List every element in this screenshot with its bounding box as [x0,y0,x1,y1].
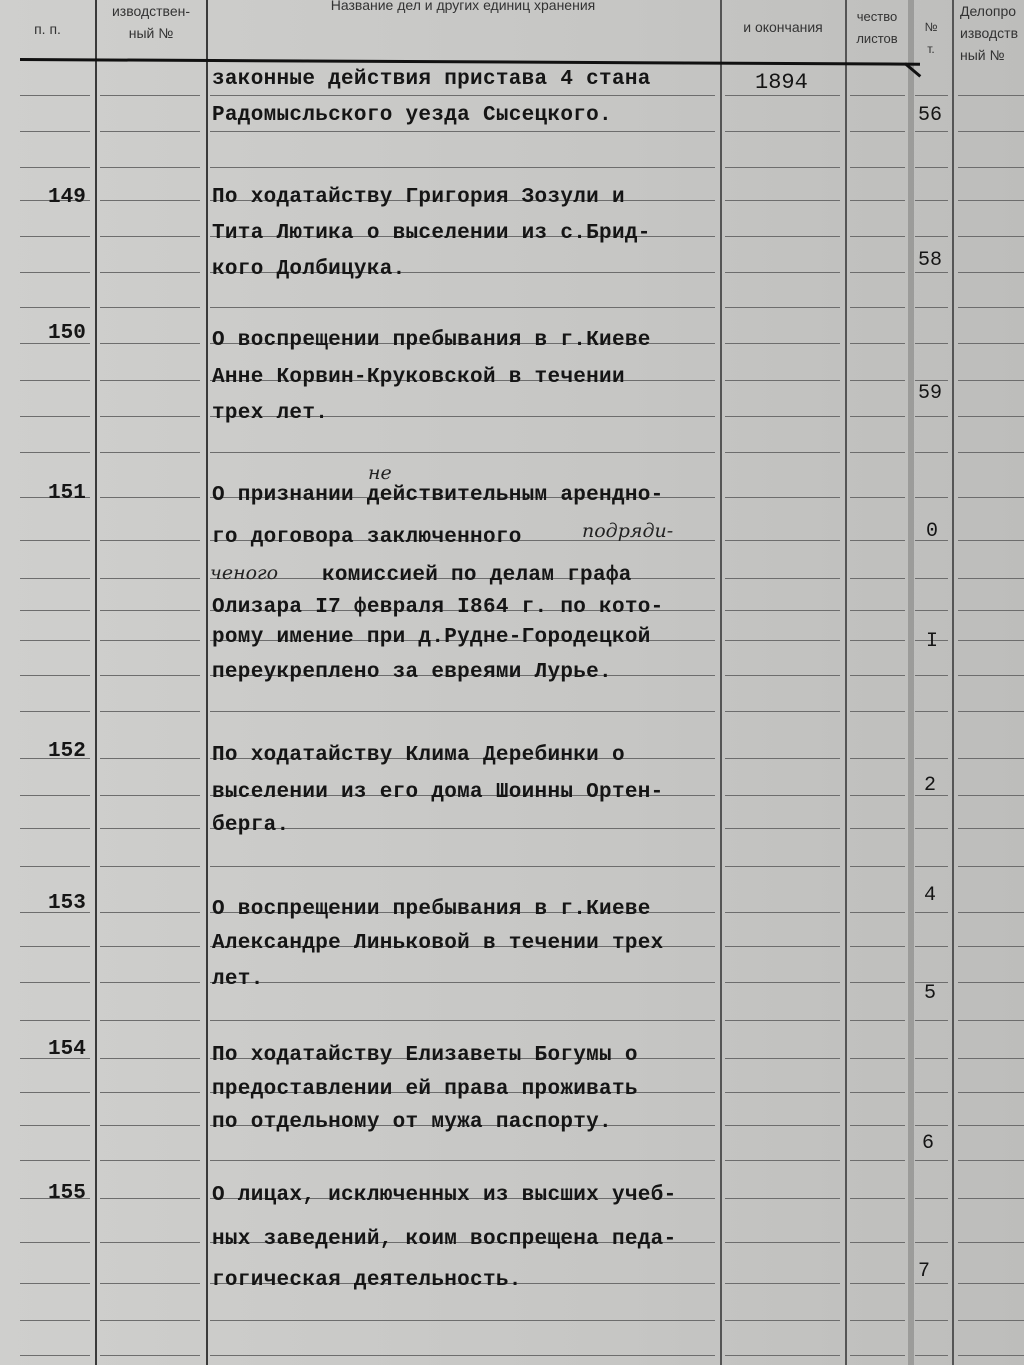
ruled-line [100,610,200,611]
ruled-line [100,497,200,498]
ruled-line [100,236,200,237]
entry-line: По ходатайству Григория Зозули и [212,186,625,209]
ruled-line [20,640,90,641]
ruled-line [958,272,1024,273]
ruled-line [850,946,905,947]
ruled-line [210,131,715,132]
ruled-line [725,1283,840,1284]
sheet-number: 6 [922,1132,935,1155]
ruled-line [958,711,1024,712]
ruled-line [20,380,90,381]
ruled-line [725,946,840,947]
entry-line: берга. [212,814,290,837]
column-divider [845,0,847,1365]
ruled-line [20,795,90,796]
ruled-line [100,1242,200,1243]
header-num: п. п. [34,21,61,37]
ruled-line [725,711,840,712]
ruled-line [725,675,840,676]
ruled-line [725,1355,840,1356]
column-divider [952,0,954,1365]
sheet-number: 7 [918,1260,931,1283]
ruled-line [725,1160,840,1161]
ruled-line [850,540,905,541]
ruled-line [100,1160,200,1161]
ruled-line [958,167,1024,168]
ruled-line [958,1058,1024,1059]
ruled-line [850,343,905,344]
ruled-line [100,1198,200,1199]
ruled-line [20,866,90,867]
sheet-number: 56 [918,104,943,127]
header-dates: и окончания [743,19,823,35]
ruled-line [725,982,840,983]
ruled-line [958,946,1024,947]
ruled-line [210,1320,715,1321]
entry-number: 155 [48,1182,86,1205]
entry-line: Радомысльского уезда Сысецкого. [212,104,612,127]
ruled-line [958,380,1024,381]
ruled-line [850,578,905,579]
sheet-number: 58 [918,249,943,272]
entry-line: законные действия пристава 4 стана [212,68,651,91]
entry-line: кого Долбицука. [212,258,406,281]
ruled-line [850,416,905,417]
ruled-line [210,1160,715,1161]
ruled-line [958,758,1024,759]
ruled-line [725,1198,840,1199]
ruled-line [100,343,200,344]
entry-line: рому имение при д.Рудне-Городецкой [212,626,651,649]
sheet-number: 2 [924,774,937,797]
ruled-line [20,236,90,237]
ruled-line [915,866,948,867]
ruled-line [20,452,90,453]
ruled-line [958,1198,1024,1199]
sheet-number: I [926,630,939,653]
ruled-line [850,272,905,273]
handwritten-insert: ченого [210,562,279,584]
ruled-line [915,828,948,829]
ruled-line [725,1058,840,1059]
ruled-line [915,578,948,579]
ruled-line [850,640,905,641]
ruled-line [20,1160,90,1161]
sheet-number: 4 [924,884,937,907]
ruled-line [958,912,1024,913]
ruled-line [100,1092,200,1093]
ruled-line [958,1160,1024,1161]
ruled-line [20,416,90,417]
ruled-line [958,610,1024,611]
header-prod-num: изводствен- ный № [111,3,191,41]
ruled-line [20,610,90,611]
ruled-line [850,795,905,796]
ruled-line [915,1198,948,1199]
column-divider [206,0,208,1365]
sheet-number: 0 [926,520,939,543]
ruled-line [850,200,905,201]
ruled-line [915,758,948,759]
ruled-line [850,610,905,611]
ruled-line [210,95,715,96]
ruled-line [100,866,200,867]
ruled-line [100,1020,200,1021]
ruled-line [100,711,200,712]
entry-line: выселении из его дома Шоинны Ортен- [212,781,664,804]
ruled-line [850,497,905,498]
ruled-line [850,1355,905,1356]
ruled-line [100,795,200,796]
entry-line: О признании действительным арендно- [212,484,664,507]
ruled-line [725,307,840,308]
page-fold [908,0,914,1365]
entry-line: Олизара I7 февраля I864 г. по кото- [212,596,664,619]
ruled-line [20,1320,90,1321]
sheet-number: 5 [924,982,937,1005]
ruled-line [20,1283,90,1284]
ruled-line [958,1242,1024,1243]
ruled-line [958,131,1024,132]
ruled-line [850,912,905,913]
ruled-line [850,452,905,453]
ruled-line [725,380,840,381]
entry-line: комиссией по делам графа [322,564,632,587]
header-delo: Делопро изводств ный № [960,3,1019,63]
header-sheets: чество листов [856,9,898,46]
ruled-line [725,640,840,641]
entry-line: трех лет. [212,402,329,425]
ruled-line [100,131,200,132]
ruled-line [958,578,1024,579]
entry-number: 149 [48,186,86,209]
ruled-line [210,711,715,712]
entry-number: 151 [48,482,86,505]
ruled-line [915,1058,948,1059]
entry-line: ных заведений, коим воспрещена педа- [212,1228,677,1251]
entry-line: О лицах, исключенных из высших учеб- [212,1184,677,1207]
entry-line: О воспрещении пребывания в г.Киеве [212,329,651,352]
ruled-line [210,866,715,867]
ruled-line [100,640,200,641]
ruled-line [915,131,948,132]
ruled-line [100,1355,200,1356]
ruled-line [725,795,840,796]
ruled-line [725,236,840,237]
ruled-line [210,1355,715,1356]
ruled-line [725,167,840,168]
ruled-line [100,200,200,201]
ruled-line [958,236,1024,237]
ruled-line [850,1198,905,1199]
ruled-line [915,416,948,417]
ruled-line [210,452,715,453]
ruled-line [210,982,715,983]
ruled-line [850,307,905,308]
ruled-line [725,828,840,829]
ruled-line [725,200,840,201]
ruled-line [915,1242,948,1243]
ruled-line [958,540,1024,541]
ruled-line [725,1020,840,1021]
ruled-line [725,758,840,759]
entry-number: 152 [48,740,86,763]
header-vol: № т. [924,20,938,56]
entry-number: 150 [48,322,86,345]
ruled-line [100,758,200,759]
ruled-line [850,1283,905,1284]
ruled-line [850,1020,905,1021]
ruled-line [850,758,905,759]
ruled-line [100,1125,200,1126]
ruled-line [20,540,90,541]
entry-line: По ходатайству Клима Деребинки о [212,744,625,767]
entry-line: По ходатайству Елизаветы Богумы о [212,1044,638,1067]
entry-line: го договора заключенного [212,526,522,549]
ruled-line [915,1283,948,1284]
ruled-line [915,167,948,168]
ruled-line [850,1058,905,1059]
ruled-line [958,1355,1024,1356]
ruled-line [915,307,948,308]
ruled-line [958,640,1024,641]
sheet-number: 59 [918,382,943,405]
ruled-line [958,1092,1024,1093]
ruled-line [850,828,905,829]
ruled-line [850,380,905,381]
ruled-line [958,1283,1024,1284]
ruled-line [850,982,905,983]
ruled-line [100,675,200,676]
ruled-line [850,866,905,867]
ruled-line [725,1092,840,1093]
ruled-line [210,1020,715,1021]
entry-line: предоставлении ей права проживать [212,1078,638,1101]
ruled-line [915,711,948,712]
ruled-line [725,497,840,498]
ruled-line [725,540,840,541]
ruled-line [100,380,200,381]
ruled-line [958,200,1024,201]
entry-line: Тита Лютика о выселении из с.Брид- [212,222,651,245]
ruled-line [958,416,1024,417]
ruled-line [20,1020,90,1021]
ruled-line [915,1020,948,1021]
ruled-line [915,1320,948,1321]
ruled-line [850,675,905,676]
ruled-line [915,452,948,453]
ruled-line [958,795,1024,796]
ruled-line [100,1283,200,1284]
entry-line: О воспрещении пребывания в г.Киеве [212,898,651,921]
ruled-line [915,1125,948,1126]
ruled-line [20,272,90,273]
ruled-line [100,578,200,579]
entry-line: Александре Линьковой в течении трех [212,932,664,955]
entry-year: 1894 [755,70,808,95]
entry-line: лет. [212,968,264,991]
ruled-line [915,343,948,344]
ruled-line [725,452,840,453]
ruled-line [850,1092,905,1093]
ruled-line [100,95,200,96]
ruled-line [725,912,840,913]
ruled-line [958,452,1024,453]
ruled-line [100,167,200,168]
ruled-line [850,95,905,96]
ruled-line [100,1320,200,1321]
ruled-line [958,343,1024,344]
ruled-line [725,343,840,344]
ruled-line [958,1320,1024,1321]
ruled-line [20,307,90,308]
ruled-line [100,1058,200,1059]
handwritten-insert: не [368,462,392,484]
entry-line: переукреплено за евреями Лурье. [212,661,612,684]
ruled-line [958,1020,1024,1021]
ruled-line [850,711,905,712]
ruled-line [850,236,905,237]
ruled-line [958,307,1024,308]
entry-line: по отдельному от мужа паспорту. [212,1111,612,1134]
ruled-line [725,1125,840,1126]
ruled-line [725,416,840,417]
ruled-line [20,1355,90,1356]
ruled-line [725,95,840,96]
ruled-line [915,272,948,273]
ruled-line [958,675,1024,676]
entry-number: 153 [48,892,86,915]
ruled-line [958,982,1024,983]
entry-line: гогическая деятельность. [212,1269,522,1292]
ruled-line [100,540,200,541]
ruled-line [725,578,840,579]
ruled-line [915,95,948,96]
ruled-line [20,711,90,712]
ruled-line [915,912,948,913]
ruled-line [100,272,200,273]
ruled-line [725,131,840,132]
ruled-line [915,200,948,201]
ruled-line [958,95,1024,96]
ruled-line [958,1125,1024,1126]
entry-number: 154 [48,1038,86,1061]
ruled-line [725,1320,840,1321]
ruled-line [100,452,200,453]
ruled-line [100,946,200,947]
ruled-line [100,912,200,913]
ruled-line [725,610,840,611]
ruled-line [915,380,948,381]
ruled-line [850,1320,905,1321]
ruled-line [725,1242,840,1243]
ruled-line [915,946,948,947]
ruled-line [850,167,905,168]
header-title: Название дел и других единиц хранения [330,0,596,13]
column-divider [720,0,722,1365]
ruled-line [20,946,90,947]
ruled-line [20,578,90,579]
ruled-line [850,1160,905,1161]
ruled-line [100,828,200,829]
ruled-line [20,982,90,983]
ruled-line [915,1092,948,1093]
ruled-line [20,1092,90,1093]
ruled-line [100,307,200,308]
ruled-line [725,866,840,867]
ruled-line [100,982,200,983]
ruled-line [20,167,90,168]
ruled-line [725,272,840,273]
ruled-line [915,1355,948,1356]
ruled-line [915,236,948,237]
ruled-line [850,131,905,132]
ruled-line [915,675,948,676]
ruled-line [20,1242,90,1243]
ruled-line [915,1160,948,1161]
ruled-line [958,828,1024,829]
ruled-line [210,167,715,168]
ruled-line [100,416,200,417]
ruled-line [20,1125,90,1126]
ruled-line [915,610,948,611]
ruled-line [210,307,715,308]
ruled-line [850,1125,905,1126]
handwritten-insert: подряди- [582,520,674,542]
ruled-line [20,828,90,829]
ruled-line [850,1242,905,1243]
ruled-line [958,866,1024,867]
entry-line: Анне Корвин-Круковской в течении [212,366,625,389]
ruled-line [915,497,948,498]
ruled-line [958,497,1024,498]
ruled-line [20,675,90,676]
column-divider [95,0,97,1365]
ruled-line [20,95,90,96]
ruled-line [20,131,90,132]
